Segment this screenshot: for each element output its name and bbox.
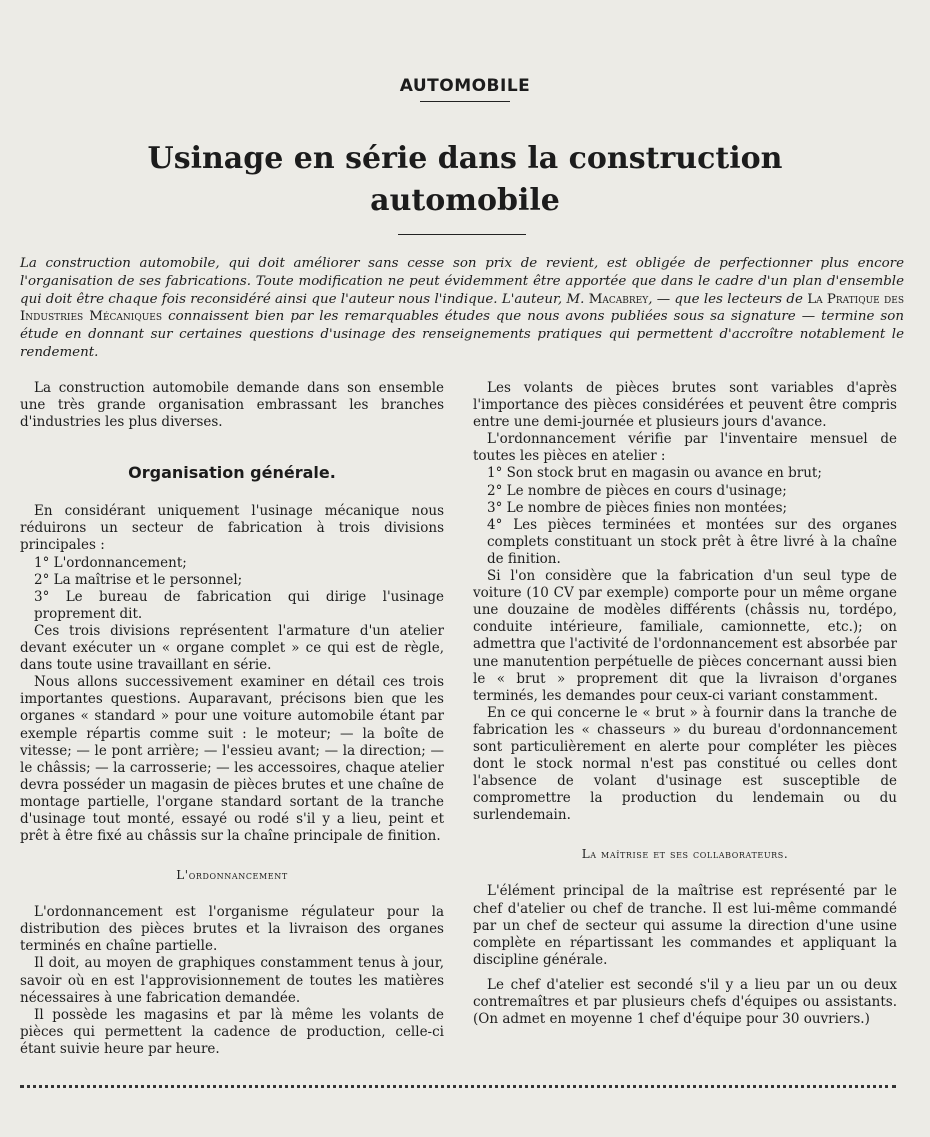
intro-paragraph — [20, 255, 904, 362]
paragraph: En considérant uniquement l'usinage mécanique nous réduirons un secteur de fabrication à trois divisions principales : — [20, 503, 444, 554]
section-heading-organisation: Organisation générale. — [128, 463, 336, 483]
list-item: 3° Le bureau de fabrication qui dirige l'usinage proprement dit. — [34, 588, 444, 622]
paragraph: L'ordonnancement est l'organisme régulateur pour la distribution des pièces brutes et la livraison des organes terminés en chaîne partielle. — [20, 904, 444, 955]
list-item: 2° Le nombre de pièces en cours d'usinage; — [487, 482, 787, 499]
right-column — [473, 380, 897, 1028]
paragraph: Le chef d'atelier est secondé s'il y a lieu par un ou deux contremaîtres et par plusieurs chefs d'équipes ou assistants. (On admet en moyenne 1 chef d'équipe pour 30 ouvriers.) — [473, 976, 897, 1028]
intro-part-3: connaissent bien par les remarquables études que nous avons publiées sous sa signature — termine son étude en donnant sur certaines questions d'usinage des renseignements pratiques qui permettent d'accroître notablement le rendement. — [20, 309, 904, 360]
title-underline — [398, 234, 526, 235]
section-underline — [420, 101, 510, 102]
paragraph: L'ordonnancement vérifie par l'inventaire mensuel de toutes les pièces en atelier : — [473, 431, 897, 465]
paragraph: Les volants de pièces brutes sont variables d'après l'importance des pièces considérées et peuvent être compris entre une demi-journée et plusieurs jours d'avance. — [473, 380, 897, 431]
paragraph: Il possède les magasins et par là même les volants de pièces qui permettent la cadence de production, celle-ci étant suivie heure par heure. — [20, 1006, 444, 1057]
author-name: Macabrey — [588, 291, 649, 307]
section-label: AUTOMOBILE — [399, 76, 531, 96]
page-footer-dotted-rule — [20, 1085, 896, 1088]
journal-name: La Pratique des Industries Mécaniques — [20, 291, 904, 325]
list-item: 1° L'ordonnancement; — [34, 554, 187, 571]
article-title: Usinage en série dans la construction automobile — [147, 141, 783, 218]
paragraph: L'élément principal de la maîtrise est représenté par le chef d'atelier ou chef de tranche. Il est lui-même commandé par un chef de secteur qui assume la direction d'une usine complète en répartissant les commandes et appliquant la discipline générale. — [473, 883, 897, 968]
section-heading-maitrise: La maîtrise et ses collaborateurs. — [581, 847, 789, 862]
list-item: 1° Son stock brut en magasin ou avance en brut; — [487, 465, 822, 482]
list-item: 3° Le nombre de pièces finies non montées; — [487, 499, 788, 516]
paragraph: Ces trois divisions représentent l'armature d'un atelier devant exécuter un « organe complet » ce qui est de règle, dans toute usine travaillant en série. — [20, 622, 444, 674]
paragraph: Nous allons successivement examiner en détail ces trois importantes questions. Auparavant, précisons bien que les organes « standard » pour une voiture automobile étant par exemple répartis comme suit : le moteur; — la boîte de vitesse; — le pont arrière; — l'essieu avant; — la direction; — le châssis; — la carrosserie; — les accessoires, chaque atelier devra posséder un magasin de pièces brutes et une chaîne de montage partielle, l'organe standard sortant de la tranche d'usinage tout monté, essayé ou rodé s'il y a lieu, peint et prêt à être fixé au châssis sur la chaîne principale de finition. — [20, 674, 444, 845]
paragraph: Il doit, au moyen de graphiques constamment tenus à jour, savoir où en est l'approvisionnement de toutes les matières nécessaires à une fabrication demandée. — [20, 955, 444, 1006]
section-heading-ordonnancement: L'ordonnancement — [176, 868, 288, 883]
list-item: 2° La maîtrise et le personnel; — [34, 571, 243, 588]
paragraph: En ce qui concerne le « brut » à fournir dans la tranche de fabrication les « chasseurs » du bureau d'ordonnancement sont particulièrement en alerte pour compléter les pièces dont le stock normal n'est pas constitué ou celles dont l'absence de volant d'usinage est susceptible de compromettre la production du lendemain ou du surlendemain. — [473, 704, 897, 824]
left-column — [20, 380, 444, 1058]
paragraph: La construction automobile demande dans son ensemble une très grande organisation embrassant les branches d'industries les plus diverses. — [20, 380, 444, 431]
intro-part-2: , — que les lecteurs de — [648, 291, 808, 307]
paragraph-spacer — [473, 969, 897, 977]
paragraph: Si l'on considère que la fabrication d'un seul type de voiture (10 CV par exemple) comporte pour un même organe une douzaine de modèles différents (châssis nu, tordépo, conduite intérieure, familiale, camionnette, etc.); on admettra que l'activité de l'ordonnancement est absorbée par une manutention perpétuelle de pièces concernant aussi bien le « brut » proprement dit que la livraison d'organes terminés, les demandes pour ceux-ci variant constamment. — [473, 568, 897, 704]
list-item: 4° Les pièces terminées et montées sur des organes complets constituant un stock prêt à être livré à la chaîne de finition. — [487, 516, 897, 567]
intro-part-1: La construction automobile, qui doit améliorer sans cesse son prix de revient, est obligée de perfectionner plus encore l'organisation de ses fabrications. Toute modification ne peut évidemment être apportée que dans le cadre d'un plan d'ensemble qui doit être chaque fois reconsidéré ainsi que l'auteur nous l'indique. L'auteur, M. — [20, 256, 904, 307]
